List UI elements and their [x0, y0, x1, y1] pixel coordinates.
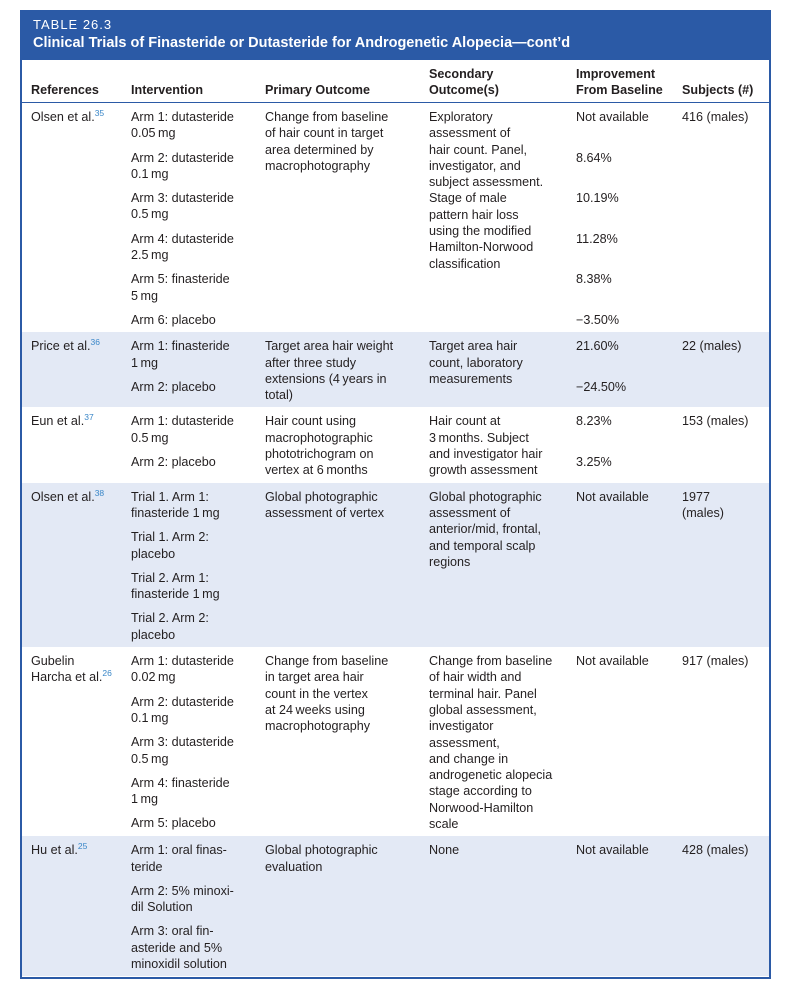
column-header-row [22, 60, 769, 103]
citation-number: 35 [94, 108, 105, 118]
primary-outcome-cell: Hair count using macrophotographic phototrichogram on vertex at 6 months [265, 414, 374, 478]
intervention-arm: Arm 1: dutasteride 0.05 mg [131, 110, 234, 141]
improvement-value: Not available [576, 489, 649, 504]
improvement-cell [576, 836, 682, 976]
table-row [22, 483, 769, 647]
citation-number: 37 [84, 412, 94, 423]
improvement-value: Not available [576, 654, 649, 669]
reference-text: Gubelin [31, 654, 75, 669]
table-row [22, 103, 769, 333]
reference-text: Hu et al. [31, 843, 78, 858]
secondary-outcome-cell: Change from baseline of hair width and terminal hair. Panel global assessment, investigator assessment, and change in androgenetic alopecia stage according to Norwood-Hamilton scale [429, 654, 553, 831]
subjects-cell: 917 (males) [682, 654, 749, 669]
intervention-cell [131, 103, 265, 333]
intervention-arm: Arm 2: placebo [131, 379, 216, 394]
improvement-cell [576, 332, 682, 407]
intervention-cell [131, 332, 265, 407]
intervention-arm: Trial 2. Arm 1: finasteride 1 mg [131, 570, 220, 602]
reference-text: Eun et al. [31, 414, 85, 429]
intervention-cell [131, 647, 265, 836]
improvement-value: 21.60% [576, 339, 619, 354]
reference-cell [22, 483, 131, 647]
intervention-arm: Arm 3: dutasteride 0.5 mg [131, 735, 234, 766]
subjects-cell: 428 (males) [682, 836, 769, 976]
subjects-cell: 1977 (males) [682, 483, 769, 647]
table-body [22, 103, 769, 977]
improvement-cell [576, 407, 682, 482]
citation-number: 25 [77, 841, 88, 852]
improvement-value: 8.23% [576, 414, 612, 429]
intervention-arm: Arm 5: finasteride 5 mg [131, 272, 230, 303]
intervention-arm: Arm 1: dutasteride 0.5 mg [131, 414, 234, 445]
secondary-outcome-cell: Hair count at 3 months. Subject and investigator hair growth assessment [429, 414, 543, 478]
subjects-cell: 22 (males) [682, 332, 769, 407]
table-row [22, 647, 769, 836]
intervention-arm: Arm 2: dutasteride 0.1 mg [131, 150, 234, 181]
intervention-cell [131, 407, 265, 482]
intervention-arm: Arm 5: placebo [131, 816, 216, 831]
primary-outcome-cell: Change from baseline of hair count in target area determined by macrophotography [265, 110, 389, 173]
intervention-arm: Arm 6: placebo [131, 312, 216, 327]
citation-number: 26 [102, 668, 112, 679]
reference-text: Price et al. [31, 339, 91, 354]
reference-text: Harcha et al. [31, 670, 103, 685]
improvement-value: 10.19% [576, 191, 619, 206]
reference-cell [22, 332, 131, 407]
table-title: Clinical Trials of Finasteride or Dutasteride for Androgenetic Alopecia—cont’d [33, 35, 571, 51]
improvement-value: 3.25% [576, 455, 612, 470]
col-subjects: Subjects (#) [682, 60, 769, 103]
intervention-arm: Arm 1: oral finas- teride [131, 843, 227, 874]
table-row [22, 332, 769, 407]
col-primary-outcome: Primary Outcome [265, 60, 429, 103]
table-header [22, 12, 769, 60]
improvement-value: 8.38% [576, 272, 612, 287]
intervention-cell [131, 836, 265, 976]
trials-table [22, 60, 769, 976]
subjects-cell: 153 (males) [682, 414, 749, 429]
improvement-value: Not available [576, 110, 649, 124]
improvement-cell [576, 483, 682, 647]
intervention-arm: Arm 4: dutasteride 2.5 mg [131, 231, 234, 263]
intervention-arm: Trial 2. Arm 2: placebo [131, 611, 209, 642]
secondary-outcome-cell: None [429, 836, 576, 976]
reference-cell [22, 836, 131, 976]
improvement-cell [576, 647, 682, 836]
secondary-outcome-cell: Exploratory assessment of hair count. Panel, investigator, and subject assessment. Stage of male pattern hair loss using the modified Hamilton-Norwood classification [429, 110, 544, 271]
col-intervention: Intervention [131, 60, 265, 103]
table-frame [20, 10, 771, 979]
reference-text: Olsen et al. [31, 489, 95, 504]
intervention-arm: Arm 3: oral fin- asteride and 5% minoxidil solution [131, 924, 227, 972]
intervention-arm: Arm 1: finasteride 1 mg [131, 339, 230, 370]
intervention-arm: Arm 2: dutasteride 0.1 mg [131, 694, 234, 725]
col-references: References [22, 60, 131, 103]
intervention-arm: Arm 2: placebo [131, 455, 216, 470]
primary-outcome-cell: Target area hair weight after three study extensions (4 years in total) [265, 332, 429, 407]
reference-cell [22, 103, 131, 333]
col-improvement: Improvement From Baseline [576, 60, 682, 103]
reference-cell [22, 647, 131, 836]
intervention-arm: Arm 3: dutasteride 0.5 mg [131, 191, 234, 222]
improvement-cell [576, 103, 682, 333]
intervention-arm: Arm 1: dutasteride 0.02 mg [131, 654, 234, 685]
secondary-outcome-cell: Global photographic assessment of anterior/mid, frontal, and temporal scalp regions [429, 483, 576, 647]
table-row [22, 836, 769, 976]
table-number: TABLE 26.3 [33, 17, 113, 32]
col-secondary-outcome: Secondary Outcome(s) [429, 60, 576, 103]
reference-text: Olsen et al. [31, 110, 95, 124]
primary-outcome-cell: Global photographic evaluation [265, 836, 429, 976]
intervention-arm: Trial 1. Arm 2: placebo [131, 530, 209, 561]
improvement-value: 11.28% [576, 231, 618, 246]
citation-number: 38 [94, 487, 105, 498]
primary-outcome-cell: Change from baseline in target area hair count in the vertex at 24 weeks using macrophotography [265, 654, 389, 734]
citation-number: 36 [90, 337, 100, 348]
improvement-value: 8.64% [576, 150, 612, 165]
secondary-outcome-cell: Target area hair count, laboratory measurements [429, 332, 576, 407]
intervention-arm: Arm 2: 5% minoxi- dil Solution [131, 883, 234, 915]
intervention-arm: Arm 4: finasteride 1 mg [131, 775, 230, 807]
intervention-arm: Trial 1. Arm 1: finasteride 1 mg [131, 489, 220, 520]
improvement-value: Not available [576, 843, 649, 858]
reference-cell [22, 407, 131, 482]
subjects-cell: 416 (males) [682, 110, 749, 124]
primary-outcome-cell: Global photographic assessment of vertex [265, 483, 429, 647]
improvement-value: −3.50% [576, 312, 620, 327]
improvement-value: −24.50% [576, 379, 627, 394]
table-row [22, 407, 769, 482]
intervention-cell [131, 483, 265, 647]
